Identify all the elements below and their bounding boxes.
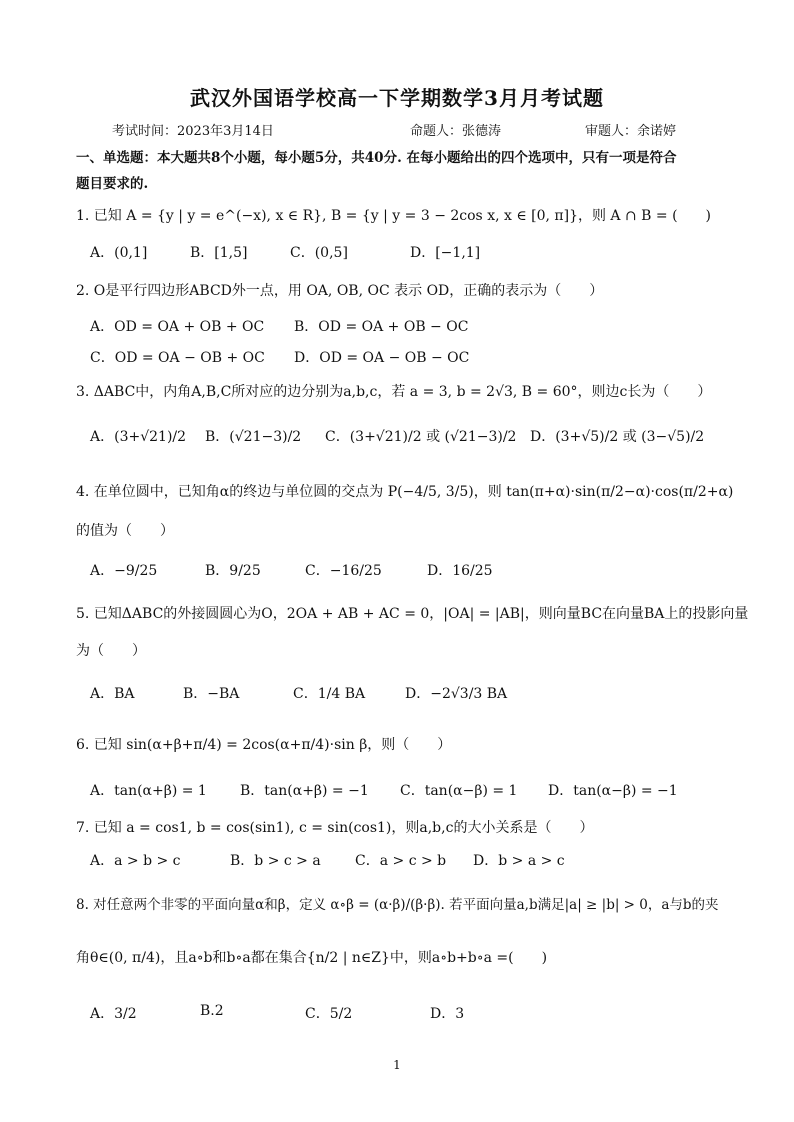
question-2-option-c: C．OD = OA − OB + OC (90, 350, 265, 366)
question-7-stem: 7. 已知 a = cos1, b = cos(sin1), c = sin(cos1)，则a,b,c的大小关系是（ ） (76, 820, 594, 836)
question-5-stem-cont: 为（ ） (76, 643, 146, 659)
question-3-option-b: B．(√21−3)/2 (205, 429, 302, 445)
question-3-stem: 3. ΔABC中，内角A,B,C所对应的边分别为a,b,c，若 a = 3, b = 2√3, B = 60°，则边c长为（ ） (76, 384, 712, 400)
question-4-option-d: D．16/25 (427, 563, 493, 579)
question-1-option-c: C．(0,5] (290, 245, 348, 261)
question-8-stem-cont: 角θ∈(0, π/4)，且a∘b和b∘a都在集合{n/2 | n∈Z}中，则a∘b+b∘a =( ) (76, 950, 548, 966)
question-8-option-b: B.2 (200, 1003, 224, 1019)
question-4-stem-cont: 的值为（ ） (76, 523, 174, 539)
exam-title: 武汉外国语学校高一下学期数学3月月考试题 (190, 86, 604, 110)
question-6-option-a: A．tan(α+β) = 1 (90, 783, 207, 799)
question-6-option-c: C．tan(α−β) = 1 (400, 783, 518, 799)
question-6-option-b: B．tan(α+β) = −1 (240, 783, 369, 799)
exam-author: 命题人：张德涛 (410, 124, 502, 139)
section-heading-cont: 题目要求的. (76, 176, 149, 192)
question-2-stem: 2. O是平行四边形ABCD外一点，用 OA, OB, OC 表示 OD，正确的表示为（ ） (76, 283, 604, 299)
question-5-option-c: C．1/4 BA (293, 686, 366, 702)
question-7-option-a: A．a > b > c (90, 853, 181, 869)
section-heading: 一、单选题：本大题共8个小题，每小题5分，共40分. 在每小题给出的四个选项中，只有一项是符合 (76, 150, 677, 166)
question-1-option-a: A．(0,1] (90, 245, 148, 261)
exam-reviewer: 审题人：余诺婷 (585, 124, 677, 139)
page-number: 1 (393, 1058, 401, 1072)
question-8-option-a: A．3/2 (90, 1006, 137, 1022)
question-4-option-a: A．−9/25 (90, 563, 158, 579)
question-6-option-d: D．tan(α−β) = −1 (548, 783, 678, 799)
question-3-option-a: A．(3+√21)/2 (90, 429, 187, 445)
question-3-option-d: D．(3+√5)/2 或 (3−√5)/2 (530, 429, 705, 445)
question-8-option-d: D．3 (430, 1006, 465, 1022)
question-5-stem: 5. 已知ΔABC的外接圆圆心为O，2OA + AB + AC = 0，|OA| = |AB|，则向量BC在向量BA上的投影向量 (76, 606, 749, 622)
question-3-option-c: C．(3+√21)/2 或 (√21−3)/2 (325, 429, 517, 445)
question-7-option-d: D．b > a > c (473, 853, 565, 869)
question-2-option-b: B．OD = OA + OB − OC (294, 319, 469, 335)
question-1-stem: 1. 已知 A = {y | y = e^(−x), x ∈ R}, B = {y | y = 3 − 2cos x, x ∈ [0, π]}，则 A ∩ B = ( ) (76, 208, 712, 224)
question-1-option-b: B．[1,5] (190, 245, 248, 261)
question-6-stem: 6. 已知 sin(α+β+π/4) = 2cos(α+π/4)·sin β，则（ ） (76, 737, 452, 753)
question-8-option-c: C．5/2 (305, 1006, 353, 1022)
question-4-option-b: B．9/25 (205, 563, 261, 579)
question-7-option-b: B．b > c > a (230, 853, 321, 869)
question-2-option-d: D．OD = OA − OB − OC (294, 350, 470, 366)
question-2-option-a: A．OD = OA + OB + OC (90, 319, 265, 335)
question-5-option-b: B．−BA (183, 686, 240, 702)
question-5-option-d: D．−2√3/3 BA (405, 686, 508, 702)
exam-time: 考试时间：2023年3月14日 (112, 124, 274, 139)
question-1-option-d: D．[−1,1] (410, 245, 481, 261)
question-4-stem: 4. 在单位圆中，已知角α的终边与单位圆的交点为 P(−4/5, 3/5)，则 tan(π+α)·sin(π/2−α)·cos(π/2+α) (76, 484, 734, 500)
question-7-option-c: C．a > c > b (355, 853, 447, 869)
question-4-option-c: C．−16/25 (305, 563, 382, 579)
question-5-option-a: A．BA (90, 686, 135, 702)
question-8-stem: 8. 对任意两个非零的平面向量α和β，定义 α∘β = (α·β)/(β·β). 若平面向量a,b满足|a| ≥ |b| > 0，a与b的夹 (76, 897, 719, 913)
